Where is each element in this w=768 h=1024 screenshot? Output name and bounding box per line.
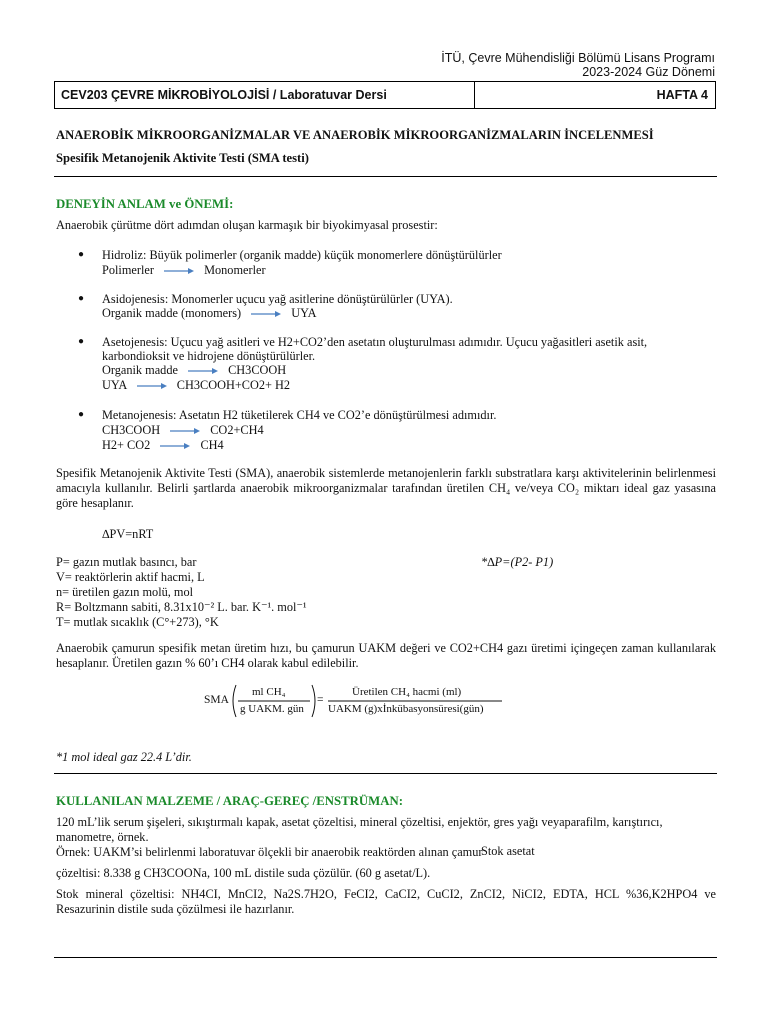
equals-sign: = (317, 694, 324, 706)
arrow-right-icon (251, 310, 281, 318)
sma-formula (200, 679, 520, 723)
divider (54, 176, 717, 177)
acetate-solution: çözeltisi: 8.338 g CH3COONa, 100 mL distile suda çözülür. (60 g asetat/L). (56, 866, 431, 880)
section-heading-materials: KULLANILAN MALZEME / ARAÇ-GEREÇ /ENSTRÜMAN: (56, 794, 403, 808)
definition-item: P= gazın mutlak basıncı, bar (56, 555, 197, 569)
reaction-left: Organik madde (monomers) (102, 306, 242, 320)
arrow-right-icon (188, 367, 218, 375)
bullet-icon: ● (78, 249, 85, 260)
institution-name: İTÜ, Çevre Mühendisliği Bölümü Lisans Programı (441, 51, 715, 65)
reaction-left: Organik madde (102, 363, 178, 377)
bullet-acetogenesis: Asetojenesis: Uçucu yağ asitleri ve H2+CO2’den asetatın oluşturulması adımıdır. Uçucu yağasitleri asetik asit, (102, 335, 648, 349)
definition-item: V= reaktörlerin aktif hacmi, L (56, 570, 205, 584)
sma-lhs: SMA (204, 694, 229, 706)
reaction-line (102, 378, 290, 393)
reaction-left: Polimerler (102, 263, 154, 277)
divider (54, 773, 717, 774)
reaction-line (102, 306, 317, 321)
reaction-right: CH3COOH (228, 363, 287, 377)
reaction-line (102, 363, 286, 378)
course-title: CEV203 ÇEVRE MİKROBİYOLOJİSİ / Laboratuvar Dersi (55, 82, 475, 108)
arrow-right-icon (164, 267, 194, 275)
mineral-solution: Stok mineral çözeltisi: NH4CI, MnCI2, Na2S.7H2O, FeCI2, CaCI2, CuCI2, ZnCI2, NiCI2, EDTA, HCL %36,K2HPO4 ve Resazurinin distile suda çözülmesi ile hazırlanır. (56, 887, 716, 916)
sma-rhs-denominator: UAKM (g)xİnkübasyonsüresi(gün) (328, 703, 484, 715)
sample-description: Örnek: UAKM’si belirlenmi laboratuvar ölçekli bir anaerobik reaktörden alınan çamur (56, 845, 483, 859)
sma-lhs-denominator: g UAKM. gün (240, 703, 304, 715)
reaction-line (102, 438, 224, 453)
bullet-icon: ● (78, 409, 85, 420)
definition-item: n= üretilen gazın molü, mol (56, 585, 194, 599)
sma-lhs-numerator: ml CH₄ (252, 686, 286, 698)
sma-rhs-numerator: Üretilen CH₄ hacmi (ml) (352, 686, 462, 698)
stock-acetate-label: Stok asetat (481, 844, 535, 858)
materials-list: 120 mL’lik serum şişeleri, sıkıştırmalı kapak, asetat çözeltisi, mineral çözeltisi, enjektör, gres yağı veyaparafilm, karıştırıcı, manometre, örnek. (56, 815, 663, 844)
document-title: ANAEROBİK MİKROORGANİZMALAR VE ANAEROBİK MİKROORGANİZMALARIN İNCELENMESİ (56, 128, 654, 142)
bullet-icon: ● (78, 336, 85, 347)
arrow-right-icon (160, 442, 190, 450)
reaction-right: CH3COOH+CO2+ H2 (176, 378, 291, 392)
intro-text: Anaerobik çürütme dört adımdan oluşan karmaşık bir biyokimyasal prosestir: (56, 218, 438, 232)
arrow-right-icon (137, 382, 167, 390)
definition-item: R= Boltzmann sabiti, 8.31x10⁻² L. bar. K⁻¹. mol⁻¹ (56, 600, 307, 614)
bullet-methanogenesis: Metanojenesis: Asetatın H2 tüketilerek CH4 ve CO2’e dönüştürülmesi adımıdır. (102, 408, 497, 422)
footnote: *1 mol ideal gaz 22.4 L’dir. (56, 750, 192, 764)
course-header-table (54, 81, 716, 109)
reaction-right: CH4 (200, 438, 224, 452)
reaction-left: H2+ CO2 (102, 438, 151, 452)
reaction-left: UYA (102, 378, 127, 392)
institution-header (441, 51, 715, 79)
definition-item: T= mutlak sıcaklık (C°+273), °K (56, 615, 219, 629)
delta-p-note: *∆P=(P2- P1) (481, 555, 554, 569)
reaction-right: UYA (291, 306, 317, 320)
semester: 2023-2024 Güz Dönemi (582, 65, 715, 79)
reaction-right: Monomerler (204, 263, 266, 277)
bullet-acetogenesis-cont: karbondioksit ve hidrojene dönüştürülürler. (102, 349, 316, 363)
methane-rate-paragraph: Anaerobik çamurun spesifik metan üretim hızı, bu çamurun UAKM değeri ve CO2+CH4 gazı üretimi içingeçen zaman kullanılarak hesaplanır. Üretilen gazın % 60’ı CH4 olarak kabul edilebilir. (56, 641, 716, 670)
arrow-right-icon (170, 427, 200, 435)
ideal-gas-equation: ∆PV=nRT (102, 527, 154, 541)
section-heading-importance: DENEYİN ANLAM ve ÖNEMİ: (56, 197, 234, 211)
bullet-icon: ● (78, 293, 85, 304)
definition-list (56, 555, 307, 630)
reaction-line (102, 263, 266, 278)
bullet-acidogenesis: Asidojenesis: Monomerler uçucu yağ asitlerine dönüştürülürler (UYA). (102, 292, 453, 306)
document-subtitle: Spesifik Metanojenik Aktivite Testi (SMA testi) (56, 151, 309, 165)
reaction-left: CH3COOH (102, 423, 161, 437)
reaction-right: CO2+CH4 (210, 423, 264, 437)
bullet-hydrolysis: Hidroliz: Büyük polimerler (organik madde) küçük monomerlere dönüştürülürler (102, 248, 502, 262)
week-label: HAFTA 4 (656, 88, 708, 102)
sma-paragraph: Spesifik Metanojenik Aktivite Testi (SMA), anaerobik sistemlerde metanojenlerin farklı substratlara karşı aktivitelerinin belirlenmesi amacıyla kullanılır. Belirli şartlarda anaerobik mikroorganizmalar tarafından üretilen CH₄ ve/veya CO₂ miktarı ideal gaz yasasına göre hesaplanır. (56, 466, 716, 510)
reaction-line (102, 423, 264, 438)
divider (54, 957, 717, 958)
